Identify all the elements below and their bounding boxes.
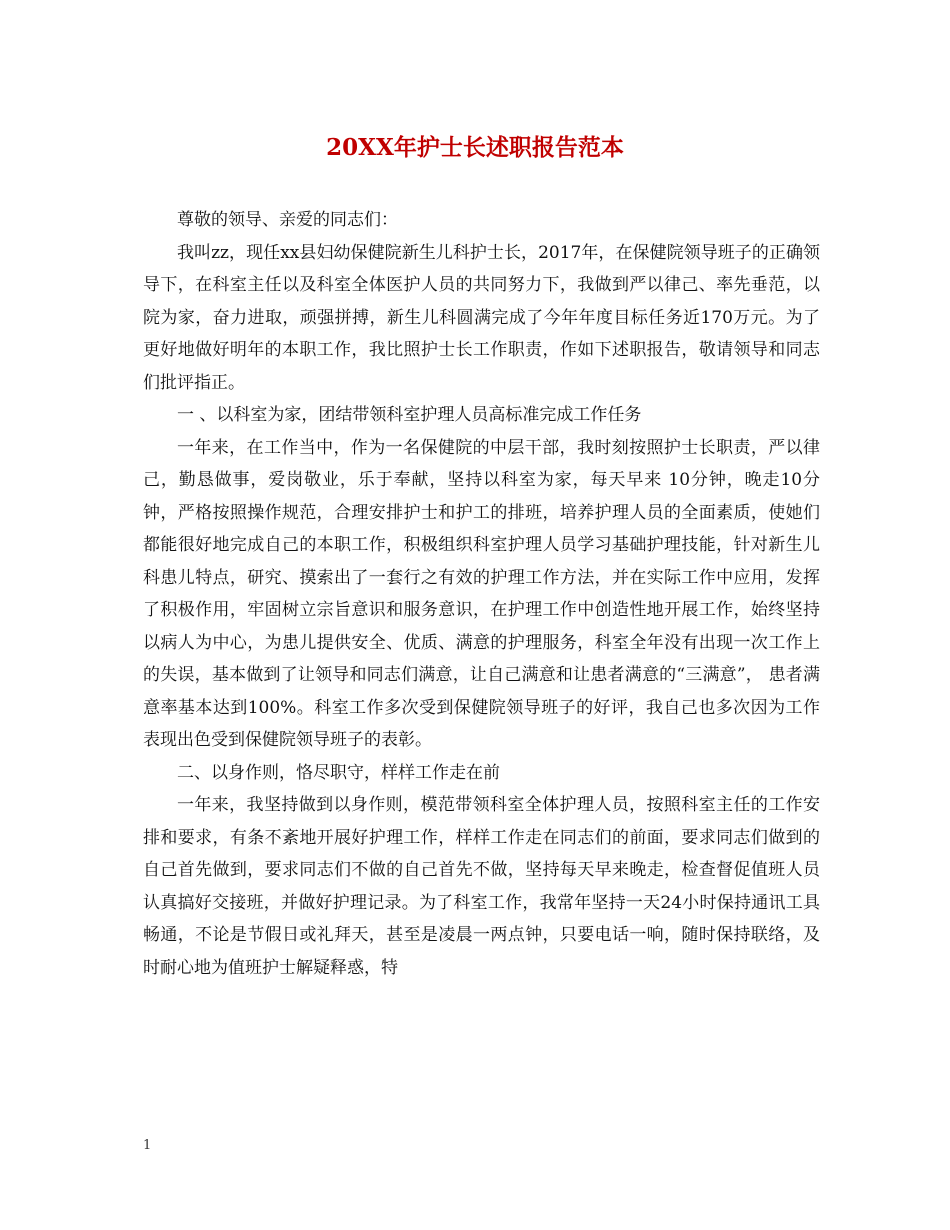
section-2-paragraph: 一年来，我坚持做到以身作则，模范带领科室全体护理人员，按照科室主任的工作安排和要求，有条不紊地开展好护理工作，样样工作走在同志们的前面，要求同志们做到的自己首先做到，要求同志们不做的自己首先不做，坚持每天早来晚走，检查督促值班人员认真搞好交接班，并做好护理记录。为了科室工作，我常年坚持一天24小时保持通讯工具畅通，不论是节假日或礼拜天，甚至是凌晨一两点钟，只要电话一响，随时保持联络，及时耐心地为值班护士解疑释惑，特 [143, 795, 820, 978]
section-heading-1: 一 、以科室为家，团结带领科室护理人员高标准完成工作任务 [177, 405, 642, 425]
document-body [143, 204, 820, 984]
section-heading-2: 二、以身作则，恪尽职守，样样工作走在前 [177, 762, 500, 783]
page-number: 1 [143, 1138, 152, 1153]
intro-paragraph: 我叫zz，现任xx县妇幼保健院新生儿科护士长，2017年，在保健院领导班子的正确领导下，在科室主任以及科室全体医护人员的共同努力下，我做到严以律己、率先垂范，以院为家，奋力进取，顽强拼搏，新生儿科圆满完成了今年年度目标任务近170万元。为了更好地做好明年的本职工作，我比照护士长工作职责，作如下述职报告，敬请领导和同志们批评指正。 [143, 242, 820, 393]
document-title: 20XX年护士长述职报告范本 [326, 134, 624, 161]
salutation: 尊敬的领导、亲爱的同志们： [177, 210, 398, 230]
section-1-paragraph: 一年来，在工作当中，作为一名保健院的中层干部，我时刻按照护士长职责，严以律己，勤恳做事，爱岗敬业，乐于奉献，坚持以科室为家，每天早来 10分钟，晚走10分钟，严格按照操作规范，合理安排护士和护工的排班，培养护理人员的全面素质，使她们都能很好地完成自己的本职工作，积极组织科室护理人员学习基础护理技能，针对新生儿科患儿特点，研究、摸索出了一套行之有效的护理工作方法，并在实际工作中应用，发挥了积极作用，牢固树立宗旨意识和服务意识，在护理工作中创造性地开展工作，始终坚持以病人为中心，为患儿提供安全、优质、满意的护理服务，科室全年没有出现一次工作上的失误，基本做到了让领导和同志们满意，让自己满意和让患者满意的“三满意”， 患者满意率基本达到100%。科室工作多次受到保健院领导班子的好评，我自己也多次因为工作表现出色受到保健院领导班子的表彰。 [143, 437, 820, 750]
